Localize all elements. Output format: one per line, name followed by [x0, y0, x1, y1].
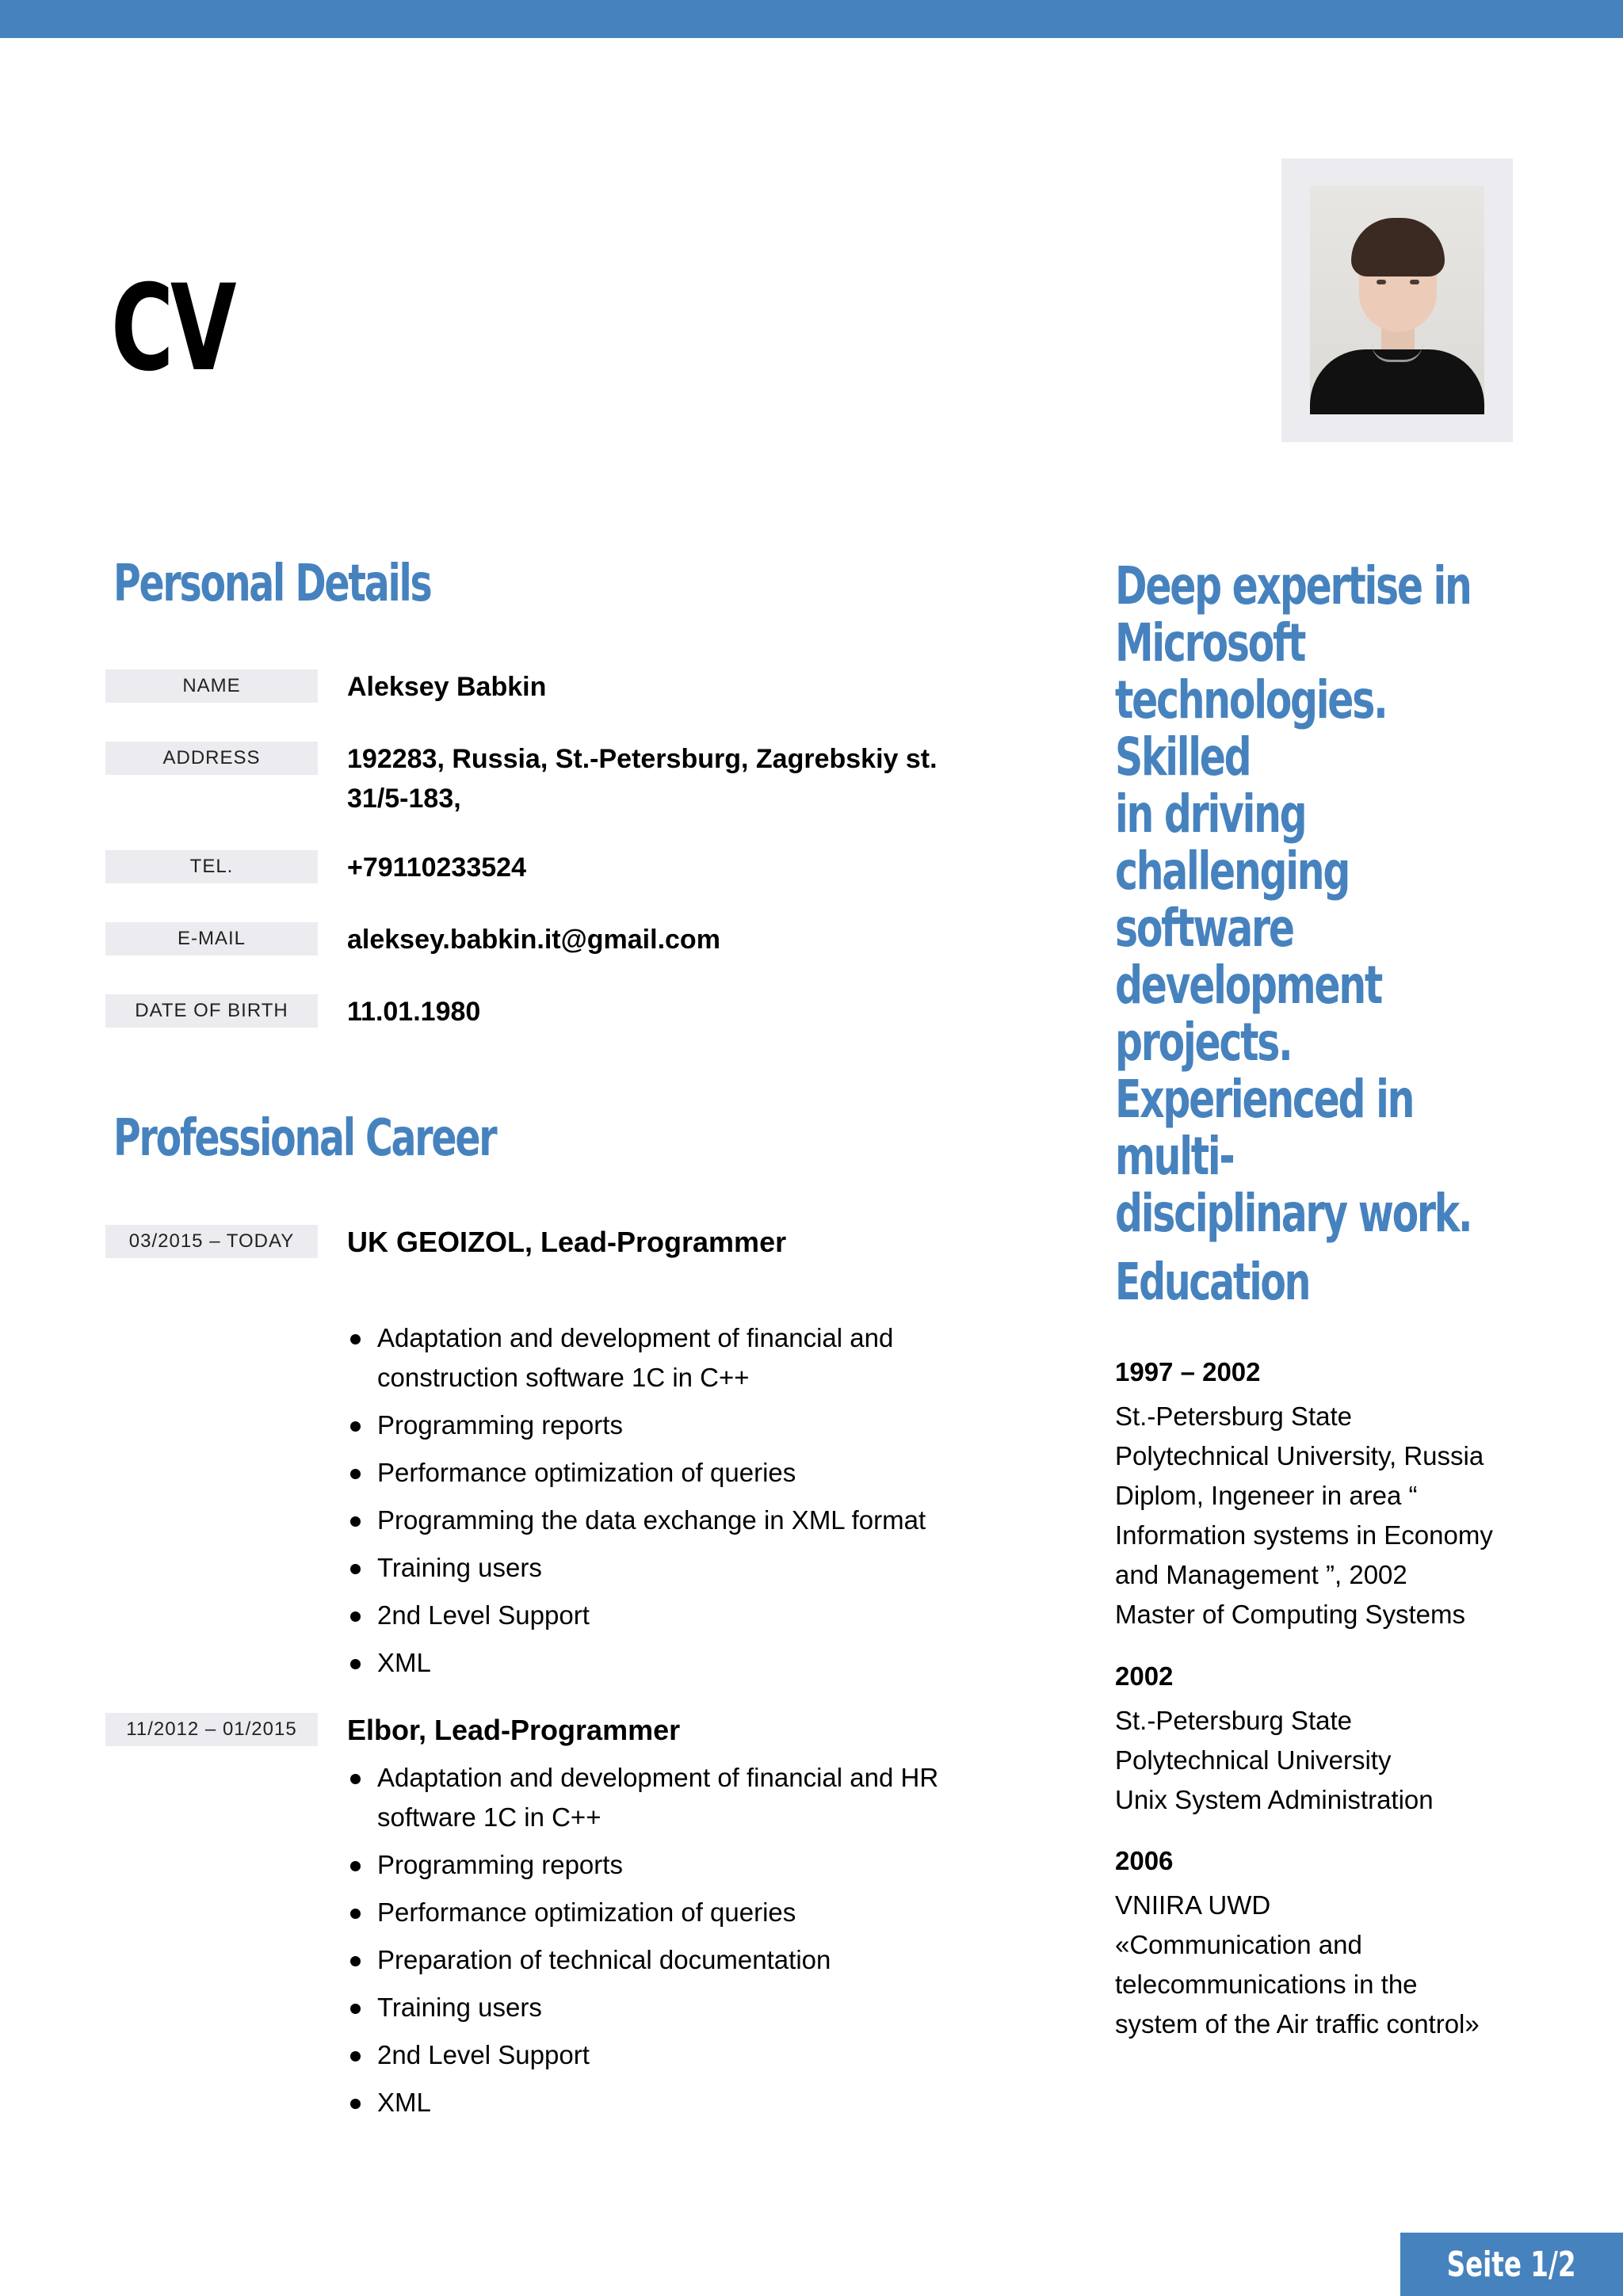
list-item: Performance optimization of queries	[347, 1893, 981, 1932]
list-item: Performance optimization of queries	[347, 1453, 981, 1493]
education-line: Master of Computing Systems	[1115, 1600, 1465, 1629]
summary-line: in driving challenging	[1115, 784, 1350, 902]
address-label: ADDRESS	[105, 742, 318, 775]
education-1-year: 1997 – 2002	[1115, 1357, 1261, 1386]
education-line: system of the Air traffic control»	[1115, 2009, 1480, 2039]
personal-details-heading: Personal Details	[113, 555, 431, 613]
education-line: Information systems in Economy	[1115, 1520, 1493, 1550]
education-2-year: 2002	[1115, 1661, 1174, 1691]
education-line: «Communication and	[1115, 1930, 1362, 1959]
list-item: Programming the data exchange in XML format	[347, 1501, 981, 1540]
dob-label: DATE OF BIRTH	[105, 994, 318, 1028]
job-2-period: 11/2012 – 01/2015	[105, 1713, 318, 1746]
list-item: 2nd Level Support	[347, 2035, 981, 2075]
summary-line: development	[1115, 955, 1382, 1016]
list-item: Adaptation and development of financial and HR software 1C in C++	[347, 1758, 981, 1837]
summary-quote	[1115, 555, 1526, 1244]
page-number: Seite 1/2	[1447, 2244, 1576, 2285]
education-1-details	[1115, 1397, 1527, 1634]
education-line: Diplom, Ingeneer in area “	[1115, 1481, 1418, 1510]
education-line: Polytechnical University, Russia	[1115, 1441, 1484, 1470]
address-value	[347, 739, 981, 818]
tel-value: +79110233524	[347, 852, 526, 883]
job-1-title: UK GEOIZOL, Lead-Programmer	[347, 1226, 787, 1258]
education-line: VNIIRA UWD	[1115, 1890, 1271, 1920]
name-label: NAME	[105, 669, 318, 703]
email-label: E-MAIL	[105, 922, 318, 955]
profile-photo	[1310, 186, 1484, 414]
education-line: St.-Petersburg State	[1115, 1402, 1352, 1431]
address-line-2: 31/5-183,	[347, 784, 461, 814]
summary-line: disciplinary work.	[1115, 1183, 1472, 1244]
email-value: aleksey.babkin.it@gmail.com	[347, 925, 720, 955]
education-3-details	[1115, 1886, 1527, 2044]
education-2-details	[1115, 1701, 1527, 1820]
list-item: Adaptation and development of financial and construction software 1C in C++	[347, 1318, 981, 1398]
list-item: XML	[347, 2083, 981, 2122]
education-line: Unix System Administration	[1115, 1785, 1434, 1814]
page-title: CV	[111, 260, 234, 398]
job-1-period: 03/2015 – TODAY	[105, 1225, 318, 1258]
professional-career-heading: Professional Career	[113, 1109, 496, 1168]
summary-line: Deep expertise in	[1115, 555, 1471, 616]
education-line: telecommunications in the	[1115, 1970, 1418, 1999]
summary-line: projects.	[1115, 1012, 1292, 1073]
top-accent-bar	[0, 0, 1623, 38]
dob-value: 11.01.1980	[347, 997, 481, 1027]
education-line: and Management ”, 2002	[1115, 1560, 1407, 1589]
page-number-badge	[1400, 2233, 1623, 2296]
job-2-duties	[347, 1758, 981, 2130]
education-3-year: 2006	[1115, 1846, 1174, 1875]
job-1-duties	[347, 1318, 981, 1691]
job-2-title: Elbor, Lead-Programmer	[347, 1714, 681, 1746]
summary-line: technologies. Skilled	[1115, 669, 1387, 788]
profile-photo-frame	[1281, 158, 1513, 442]
list-item: Preparation of technical documentation	[347, 1940, 981, 1980]
summary-line: software	[1115, 898, 1293, 959]
list-item: Programming reports	[347, 1405, 981, 1445]
list-item: Training users	[347, 1988, 981, 2027]
summary-line: Experienced in multi-	[1115, 1069, 1414, 1187]
list-item: 2nd Level Support	[347, 1596, 981, 1635]
address-line-1: 192283, Russia, St.-Petersburg, Zagrebskiy st.	[347, 744, 938, 774]
list-item: XML	[347, 1643, 981, 1683]
education-heading: Education	[1115, 1253, 1310, 1312]
education-line: Polytechnical University	[1115, 1745, 1392, 1775]
name-value: Aleksey Babkin	[347, 672, 547, 702]
list-item: Training users	[347, 1548, 981, 1588]
list-item: Programming reports	[347, 1845, 981, 1885]
education-line: St.-Petersburg State	[1115, 1706, 1352, 1735]
summary-line: Microsoft	[1115, 612, 1305, 673]
tel-label: TEL.	[105, 850, 318, 883]
